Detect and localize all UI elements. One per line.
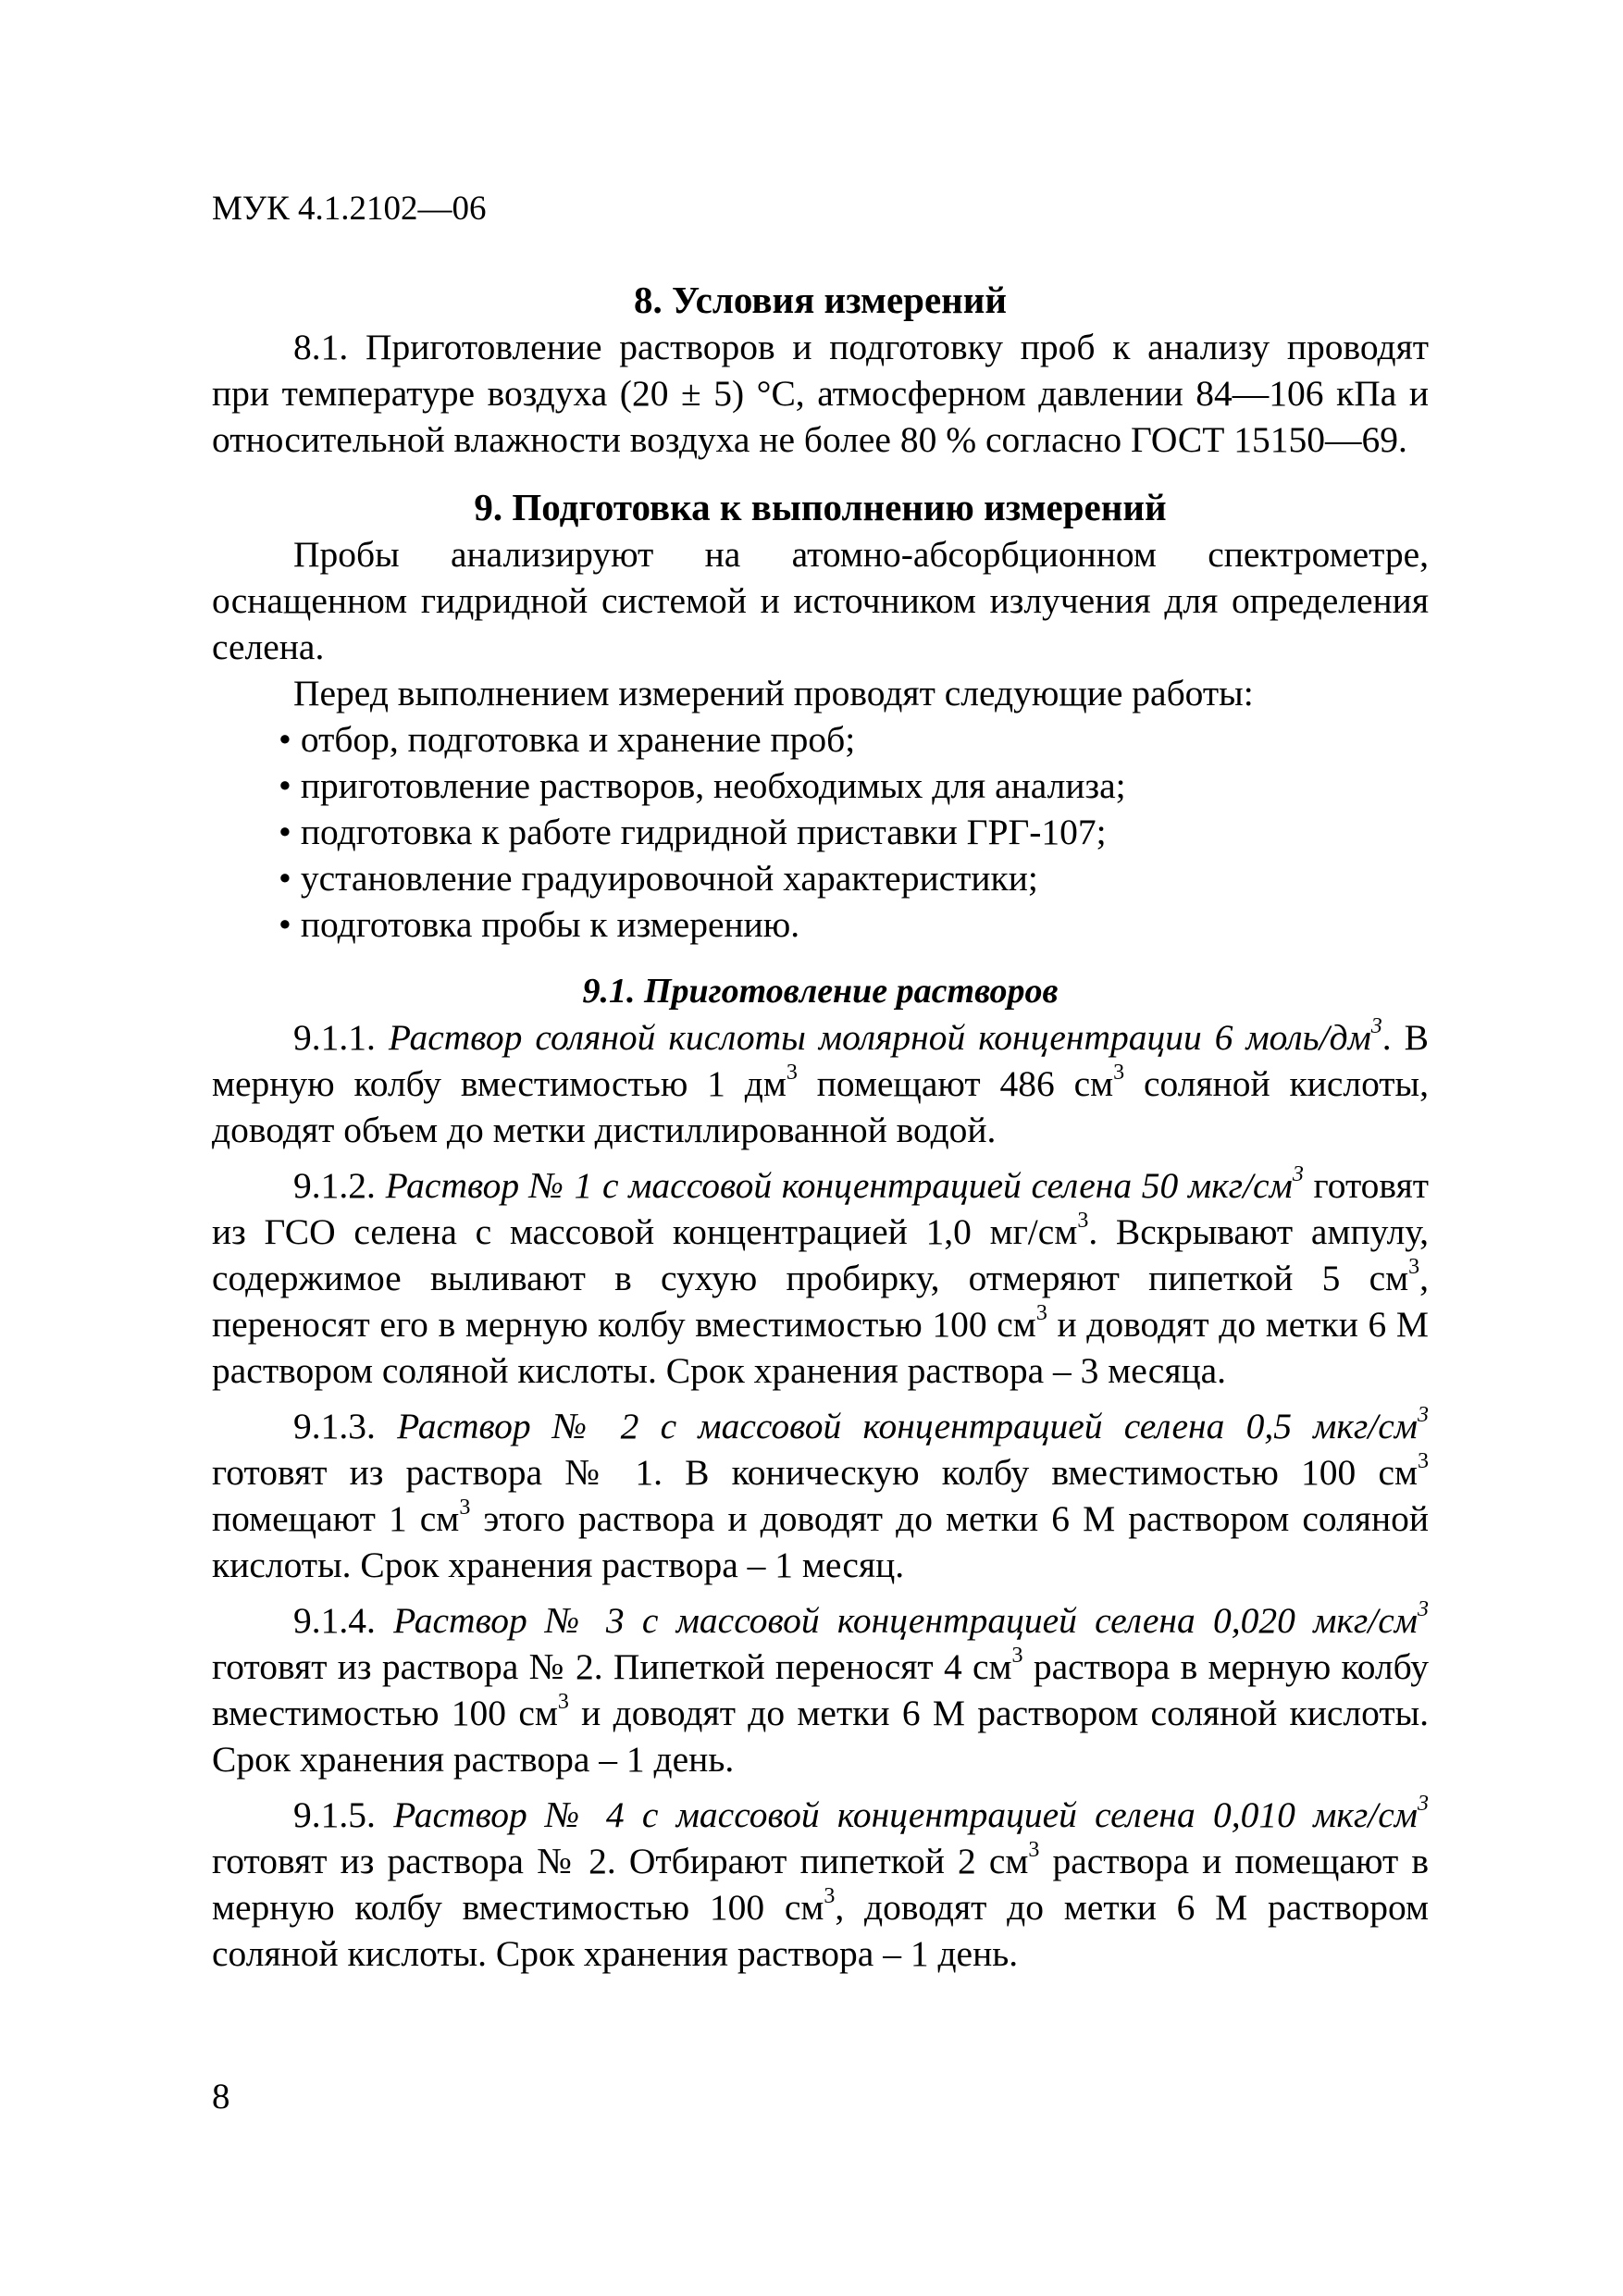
paragraph-9-1-5: 9.1.5. Раствор № 4 с массовой концентрацией селена 0,010 мкг/$см^3$ готовят из раствора № 2. Отбирают пипеткой 2 $см^3$ раствора и помещают в мерную колбу вместимостью 100 $см^3$, доводят до метки 6 М раствором соляной кислоты. Срок хранения раствора – 1 день. xyxy=(212,1791,1429,1974)
section-8-title: 8. Условия измерений xyxy=(633,279,1008,321)
paragraph-9-1-4: 9.1.4. Раствор № 3 с массовой концентрацией селена 0,020 мкг/$см^3$ готовят из раствора № 2. Пипеткой переносят 4 $см^3$ раствора в мерную колбу вместимостью 100 $см^3$ и доводят до метки 6 М раствором соляной кислоты. Срок хранения раствора – 1 день. xyxy=(212,1596,1429,1780)
list-item: • подготовка пробы к измерению. xyxy=(279,904,800,945)
section-9-title: 9. Подготовка к выполнению измерений xyxy=(474,486,1167,528)
paragraph-9-works: Перед выполнением измерений проводят следующие работы: xyxy=(293,673,1254,714)
bullet-icon: • xyxy=(279,904,291,945)
paragraph-9-1-2: 9.1.2. Раствор № 1 с массовой концентрацией селена 50 мкг/$см^3$ готовят из ГСО селена с массовой концентрацией 1,0 $мг/см^3$. Вскрывают ампулу, содержимое выливают в сухую пробирку, отмеряют пипеткой 5 $см^3$, переносят его в мерную колбу вместимостью 100 $см^3$ и доводят до метки 6 М раствором соляной кислоты. Срок хранения раствора – 3 месяца. xyxy=(212,1161,1429,1391)
subsection-9-1-title: 9.1. Приготовление растворов xyxy=(582,972,1059,1011)
document-code: МУК 4.1.2102—06 xyxy=(212,190,487,228)
page-content xyxy=(212,276,1429,1977)
list-item: • отбор, подготовка и хранение проб; xyxy=(279,719,856,760)
bullet-icon: • xyxy=(279,719,291,760)
list-item: • установление градуировочной характеристики; xyxy=(279,858,1038,899)
paragraph-8-1: 8.1. Приготовление растворов и подготовку проб к анализу проводят при температуре воздуха (20 ± 5) °С, атмосферном давлении 84—106 кПа и относительной влажности воздуха не более 80 % согласно ГОСТ 15150—69. xyxy=(212,327,1429,460)
bullet-icon: • xyxy=(279,812,291,852)
page-number: 8 xyxy=(212,2077,230,2116)
paragraph-9-1-1: 9.1.1. Раствор соляной кислоты молярной концентрации 6 моль/$дм^3$. В мерную колбу вместимостью 1 $дм^3$ помещают 486 $см^3$ соляной кислоты, доводят объем до метки дистиллированной водой. xyxy=(212,1013,1430,1150)
list-item: • приготовление растворов, необходимых для анализа; xyxy=(279,765,1126,806)
works-list xyxy=(212,716,1429,948)
paragraph-9-intro: Пробы анализируют на атомно-абсорбционном спектрометре, оснащенном гидридной системой и источником излучения для определения селена. xyxy=(212,534,1429,667)
bullet-icon: • xyxy=(279,765,291,806)
bullet-icon: • xyxy=(279,858,291,899)
paragraph-9-1-3: 9.1.3. Раствор № 2 с массовой концентрацией селена 0,5 мкг/$см^3$ готовят из раствора № 1. В коническую колбу вместимостью 100 $см^3$ помещают 1 $см^3$ этого раствора и доводят до метки 6 М раствором соляной кислоты. Срок хранения раствора – 1 месяц. xyxy=(212,1402,1429,1585)
list-item: • подготовка к работе гидридной приставки ГРГ-107; xyxy=(279,812,1107,852)
